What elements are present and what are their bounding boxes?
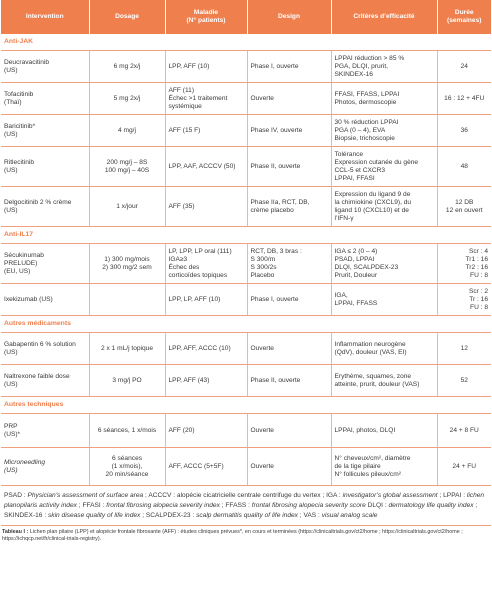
cell-maladie: AFF (15 F): [165, 115, 247, 147]
cell-maladie: LPP, AFF (10): [165, 51, 247, 83]
table-row-gabapentin: [1, 333, 491, 365]
clinical-trials-table: [1, 0, 491, 486]
cell-intervention: Tofacitinib (Thaï): [1, 83, 89, 115]
header-criteres: Critères d’efficacité: [331, 0, 437, 34]
cell-maladie: LPP, AAF, ACCCV (50): [165, 147, 247, 187]
cell-intervention: Gabapentin 6 % solution (US): [1, 333, 89, 365]
table-caption: [1, 529, 491, 543]
cell-dosage: 3 mg/j PO: [89, 365, 165, 397]
abbr-scalpdex: SCALPDEX-23 : scalp dermatitis quality of life index ;: [145, 512, 304, 519]
cell-intervention: Microneedling (US): [1, 448, 89, 486]
abbr-lppai: LPPAI : lichen planopilaris activity index ;: [4, 492, 485, 509]
cell-design: Ouverte: [247, 333, 331, 365]
header-duree: Durée (semaines): [437, 0, 491, 34]
cell-criteres: IGA, LPPAI, FFASS: [331, 284, 437, 316]
table-row-baricitinib: [1, 115, 491, 147]
header-intervention: Intervention: [1, 0, 89, 34]
table-row-secukinumab: [1, 244, 491, 284]
header-dosage: Dosage: [89, 0, 165, 34]
table-row-delgocitinib: [1, 187, 491, 227]
section-row-autres-medicaments: [1, 316, 491, 333]
cell-criteres: Inflammation neurogène (QdV), douleur (VAS, EI): [331, 333, 437, 365]
cell-dosage: 4 mg/j: [89, 115, 165, 147]
cell-maladie: LPP, AFF, ACCC (10): [165, 333, 247, 365]
cell-criteres: Expression du ligand 9 de la chimiokine (CXCL9), du ligand 10 (CXCL10) et de l’IFN-γ: [331, 187, 437, 227]
header-design: Design: [247, 0, 331, 34]
abbr-skindex: SKINDEX-16 : skin disease quality of life index ;: [4, 512, 146, 519]
section-row-anti-jak: [1, 34, 491, 51]
cell-duree: 16 : 12 + 4FU: [437, 83, 491, 115]
cell-dosage: 6 mg 2x/j: [89, 51, 165, 83]
abbreviations-footnote: [1, 486, 491, 526]
cell-design: Phase II, ouverte: [247, 365, 331, 397]
cell-intervention: Delgocitinib 2 % crème (US): [1, 187, 89, 227]
abbr-acccv: ACCCV : alopécie cicatricielle centrale centrifuge du vertex ;: [148, 492, 327, 499]
table-header-row: [1, 0, 491, 34]
abbr-vas: VAS : visual analog scale: [303, 512, 378, 519]
clinical-trials-table-page: [1, 0, 491, 543]
cell-dosage: 6 séances (1 x/mois), 20 min/séance: [89, 448, 165, 486]
cell-criteres: LPPAI, photos, DLQI: [331, 414, 437, 448]
cell-intervention: Naltrexone faible dose (US): [1, 365, 89, 397]
cell-dosage: 200 mg/j – 8S 100 mg/j – 40S: [89, 147, 165, 187]
cell-maladie: AFF (20): [165, 414, 247, 448]
cell-dosage: [89, 284, 165, 316]
cell-design: Phase IIa, RCT, DB, crème placebo: [247, 187, 331, 227]
cell-duree: 12 DB 12 en ouvert: [437, 187, 491, 227]
cell-criteres: 30 % réduction LPPAI PGA (0 – 4), EVA Biopsie, trichoscopie: [331, 115, 437, 147]
cell-design: Ouverte: [247, 83, 331, 115]
abbr-ffass: FFASS : frontal fibrosing alopecia severity score: [225, 502, 366, 509]
cell-design: Ouverte: [247, 448, 331, 486]
cell-criteres: LPPAI réduction > 85 % PGA, DLQI, prurit, SKINDEX-16: [331, 51, 437, 83]
cell-criteres: N° cheveux/cm², diamètre de la tige pilaire N° follicules pileux/cm²: [331, 448, 437, 486]
section-row-autres-techniques: [1, 397, 491, 414]
cell-maladie: AFF (11) Échec >1 traitement systémique: [165, 83, 247, 115]
cell-dosage: 5 mg 2x/j: [89, 83, 165, 115]
cell-duree: 36: [437, 115, 491, 147]
cell-design: Ouverte: [247, 414, 331, 448]
abbr-ffasi: FFASI : frontal fibrosing alopecia severity index ;: [82, 502, 226, 509]
section-label: Autres médicaments: [1, 316, 491, 333]
table-row-prp: [1, 414, 491, 448]
cell-criteres: IGA ≤ 2 (0 – 4) PSAD, LPPAI DLQI, SCALPDEX-23 Prurit, Douleur: [331, 244, 437, 284]
cell-intervention: Ritlecitinib (US): [1, 147, 89, 187]
cell-design: Phase I, ouverte: [247, 284, 331, 316]
cell-duree: 24 + FU: [437, 448, 491, 486]
table-row-deucravacitinib: [1, 51, 491, 83]
cell-intervention: Sécukinumab PRELUDE) (EU, US): [1, 244, 89, 284]
section-label: Anti-JAK: [1, 34, 491, 51]
table-row-naltrexone: [1, 365, 491, 397]
table-row-microneedling: [1, 448, 491, 486]
cell-dosage: 1 x/jour: [89, 187, 165, 227]
cell-criteres: Erythème, squames, zone atteinte, prurit, douleur (VAS): [331, 365, 437, 397]
cell-design: Phase II, ouverte: [247, 147, 331, 187]
cell-criteres: Tolérance Expression cutanée du gène CCL-5 et CXCR3 LPPAI, FFASI: [331, 147, 437, 187]
table-row-ritlecitinib: [1, 147, 491, 187]
section-row-anti-il17: [1, 227, 491, 244]
cell-dosage: 6 séances, 1 x/mois: [89, 414, 165, 448]
cell-design: Phase IV, ouverte: [247, 115, 331, 147]
abbr-dlqi: DLQI : dermatology life quality index ;: [367, 502, 478, 509]
abbr-iga: IGA : investigator’s global assessment ;: [326, 492, 444, 499]
cell-intervention: Deucravacitinib (US): [1, 51, 89, 83]
cell-dosage: 2 x 1 mL/j topique: [89, 333, 165, 365]
cell-duree: Scr : 2 Tr : 16 FU : 8: [437, 284, 491, 316]
cell-duree: 48: [437, 147, 491, 187]
cell-duree: Scr : 4 Tr1 : 16 Tr2 : 16 FU : 8: [437, 244, 491, 284]
cell-intervention: PRP (US)*: [1, 414, 89, 448]
cell-duree: 52: [437, 365, 491, 397]
header-maladie: Maladie (N° patients): [165, 0, 247, 34]
cell-duree: 24: [437, 51, 491, 83]
caption-text: Lichen plan pilaire (LPP) et alopécie frontale fibrosante (AFF) : études cliniques prévues*, en cours et terminées (https://clinicaltrials.gov/ct2/home ; https://clinicaltrials.gov/ct2/home ; https://ichqcp.net/fr/clinical-trials-registry).: [2, 529, 463, 542]
cell-duree: 24 + 8 FU: [437, 414, 491, 448]
cell-intervention: Ixekizumab (US): [1, 284, 89, 316]
abbr-psad: PSAD : Physician’s assessment of surface area ;: [4, 492, 149, 499]
cell-design: Phase I, ouverte: [247, 51, 331, 83]
section-label: Autres techniques: [1, 397, 491, 414]
cell-maladie: LP, LPP, LP oral (111) IGA≥3 Échec des corticoïdes topiques: [165, 244, 247, 284]
cell-duree: 12: [437, 333, 491, 365]
table-row-ixekizumab: [1, 284, 491, 316]
cell-criteres: FFASI, FFASS, LPPAI Photos, dermoscopie: [331, 83, 437, 115]
cell-dosage: 1) 300 mg/mois 2) 300 mg/2 sem: [89, 244, 165, 284]
section-label: Anti-IL17: [1, 227, 491, 244]
cell-maladie: AFF, ACCC (5+5F): [165, 448, 247, 486]
cell-maladie: AFF (35): [165, 187, 247, 227]
cell-intervention: Baricitinib* (US): [1, 115, 89, 147]
cell-maladie: LPP, AFF (43): [165, 365, 247, 397]
table-row-tofacitinib: [1, 83, 491, 115]
cell-maladie: LPP, LP, AFF (10): [165, 284, 247, 316]
cell-design: RCT, DB, 3 bras : S 300/m S 300/2s Placebo: [247, 244, 331, 284]
caption-label: Tableau I :: [2, 529, 29, 535]
